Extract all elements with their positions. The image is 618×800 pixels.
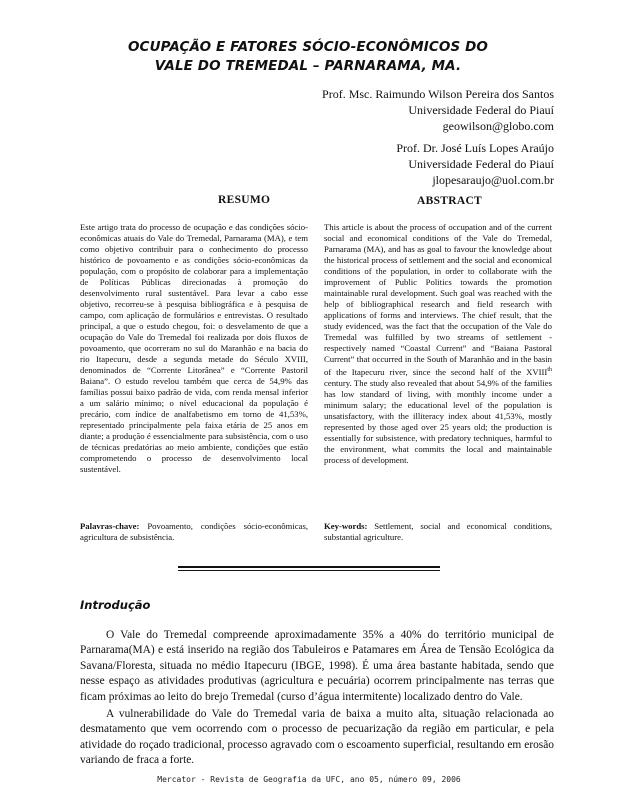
article-title bbox=[80, 38, 536, 76]
palavras-chave bbox=[80, 521, 308, 543]
author-name: Prof. Dr. José Luís Lopes Araújo bbox=[396, 141, 554, 155]
author-block-2 bbox=[234, 140, 554, 188]
palavras-chave-text: Povoamento, condições sócio-econômicas, agricultura de subsistência. bbox=[80, 521, 308, 542]
introduction-heading: Introdução bbox=[80, 598, 151, 612]
page-footer: Mercator - Revista de Geografia da UFC, ano 05, número 09, 2006 bbox=[157, 775, 461, 784]
section-divider bbox=[178, 566, 440, 568]
author-block-1 bbox=[234, 86, 554, 134]
key-words bbox=[324, 521, 552, 543]
resumo-heading: RESUMO bbox=[218, 194, 271, 206]
title-line-1: OCUPAÇÃO E FATORES SÓCIO-ECONÔMICOS DO bbox=[127, 39, 489, 55]
palavras-chave-label: Palavras-chave: bbox=[80, 521, 140, 531]
key-words-text: Settlement, social and economical conditions, substantial agriculture. bbox=[324, 521, 553, 542]
key-words-label: Key-words: bbox=[324, 521, 368, 531]
abstract-body bbox=[324, 222, 552, 466]
author-affiliation: Universidade Federal do Piauí bbox=[408, 103, 554, 117]
abstract-heading: ABSTRACT bbox=[417, 195, 483, 207]
abstract-superscript: th bbox=[547, 367, 552, 373]
abstract-text-part-1: This article is about the process of occupation and of the current social and economical conditions of the Vale do Tremedal, Parnarama (MA), and has as goal to favour the knowledge about the historical process of settlement and the social and economical conditions of the population, in order to collaborate with the improvement of Public Politics towards the promotion maintainable rural development. Such goal was reached with the help of bibliographical research and field research with applications of forms and interviews. The chief result, that the study evidenced, was the fact that the occupation of the Vale do Tremedal was fulfilled by two streams of settlement - respectively named “Coastal Current” and “Baiana Pastoral Current” that occurred in the South of Maranhão and in the basin of the Itapecuru river, since the second half of the XVIII bbox=[324, 222, 552, 377]
section-divider bbox=[178, 570, 440, 571]
introduction-paragraph-1: O Vale do Tremedal compreende aproximadamente 35% a 40% do território municipal de Parnarama(MA) e está inserido na região dos Tabuleiros e Patamares em Área de Tensão Ecológica da Savana/Floresta, situada no médio Itapecuru (IBGE, 1998). É uma área bastante habitada, sendo que nesse espaço as atividades produtivas (agricultura e pecuária) ocorrem principalmente nas terras que ficam próximas ao leito do brejo Tremedal (curso d’água intermitente) localizado dentro do Vale. bbox=[80, 629, 554, 703]
introduction-paragraph-2: A vulnerabilidade do Vale do Tremedal varia de baixa a muito alta, situação relacionada ao desmatamento que vem ocorrendo com o processo de pecuarização da região em particular, e pela atividade do roçado tradicional, processo agravado com o escoamento superficial, resultando em erosão variando de fraca a forte. bbox=[80, 708, 554, 767]
title-line-2: VALE DO TREMEDAL – PARNARAMA, MA. bbox=[154, 58, 462, 74]
author-name: Prof. Msc. Raimundo Wilson Pereira dos Santos bbox=[322, 87, 554, 101]
resumo-body: Este artigo trata do processo de ocupação e das condições sócio-econômicas atuais do Vale do Tremedal, Parnarama (MA), e tem como objetivo contribuir para o conhecimento do processo histórico de povoamento e as condições sócio-econômicas da população, com o propósito de colaborar para a implementação de Políticas Públicas direcionadas à promoção do desenvolvimento rural sustentável. Para levar a cabo esse objetivo, recorreu-se à pesquisa bibliográfica e à pesquisa de campo, com aplicação de formulários e entrevistas. O resultado principal, a que o estudo chegou, foi: o desvelamento de que a ocupação do Vale do Tremedal foi realizada por dois fluxos de povoamento, que ocorreram no sul do Maranhão e na bacia do rio Itapecuru, desde a segunda metade do Século XVIII, denominados de “Corrente Litorânea” e “Corrente Pastoril Baiana”. O estudo revelou também que cerca de 54,9% das famílias possui baixo padrão de vida, com renda mensal inferior a um salário mínimo; o nível educacional da população é precário, com índice de analfabetismo em torno de 41,53%, representado principalmente pela faixa etária de 25 anos em diante; a produção é essencialmente para subsistência, com o uso de técnicas predatórias ao meio ambiente, condições que estão comprometendo o processo de desenvolvimento local sustentável. bbox=[80, 222, 308, 474]
abstract-text-part-2: century. The study also revealed that about 54,9% of the families has low standard of living, with monthly income under a minimum salary; the educational level of the population is unsatisfactory, with the illiteracy index about 41,53%, mostly represented by those aged over 25 years old; the production is essentially for subsistence, with predatory techniques, harmful to the environment, what commits the local and maintainable process of development. bbox=[324, 377, 552, 465]
author-email: jlopesaraujo@uol.com.br bbox=[432, 173, 554, 187]
author-affiliation: Universidade Federal do Piauí bbox=[408, 157, 554, 171]
author-email: geowilson@globo.com bbox=[442, 119, 554, 133]
